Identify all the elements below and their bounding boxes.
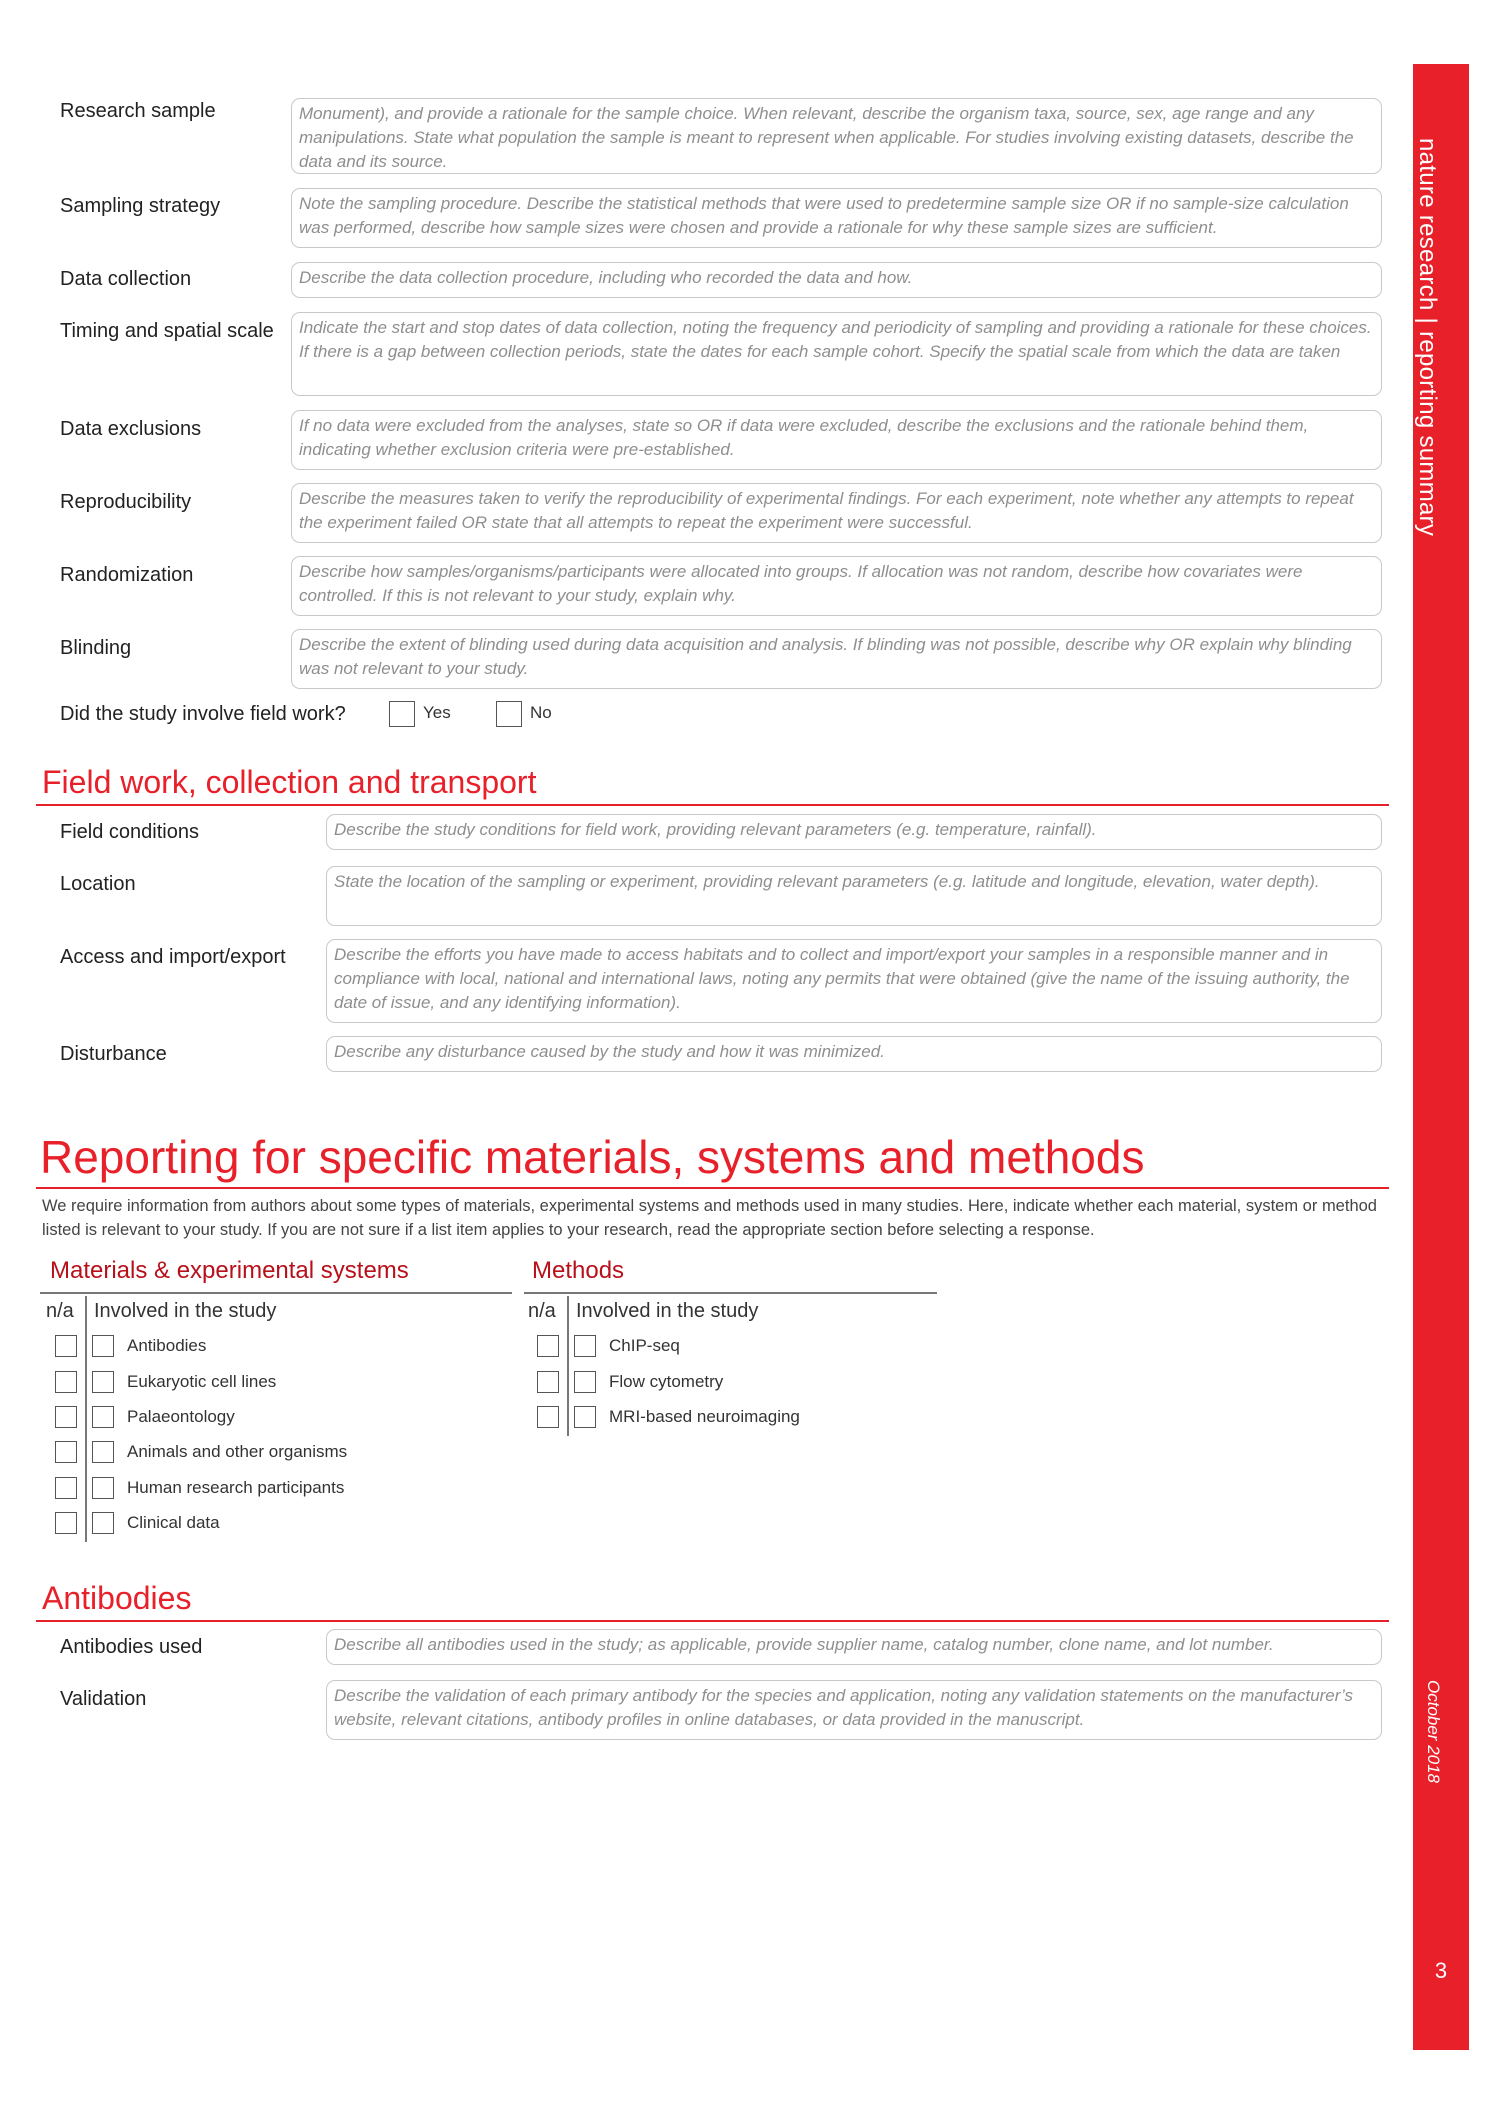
label-disturbance: Disturbance [60,1043,167,1065]
reporting-heading: Reporting for specific materials, systems and methods [40,1131,1145,1183]
label-data-exclusions: Data exclusions [60,418,202,440]
page-number: 3 [1434,1958,1448,1983]
field-work-no-label: No [530,703,552,722]
field-work-yes-label: Yes [423,703,451,722]
label-antibodies-used: Antibodies used [60,1636,203,1658]
materials-involved-checkbox[interactable] [92,1441,114,1463]
methods-item-mri-neuroimaging: MRI-based neuroimaging [609,1407,800,1426]
methods-involved-checkbox[interactable] [574,1371,596,1393]
methods-involved-header: Involved in the study [576,1300,759,1322]
materials-item-clinical-data: Clinical data [127,1513,220,1532]
field-timing-spatial-scale[interactable]: Indicate the start and stop dates of data collection, noting the frequency and periodicity of sampling and providing a rationale for these choices. If there is a gap between collection periods, state the dates for each sample cohort. Specify the spatial scale from which the data are taken [291,312,1382,396]
reporting-intro: We require information from authors about some types of materials, experimental systems and methods used in many studies. Here, indicate whether each material, system or method listed is relevant to your study. If you are not sure if a list item applies to your research, read the appropriate section before selecting a response. [42,1197,1377,1239]
materials-involved-checkbox[interactable] [92,1477,114,1499]
materials-involved-checkbox[interactable] [92,1512,114,1534]
label-field-conditions: Field conditions [60,821,199,843]
materials-rule [40,1292,512,1294]
materials-item-animals: Animals and other organisms [127,1442,348,1461]
reporting-rule [36,1187,1389,1189]
methods-involved-checkbox[interactable] [574,1335,596,1357]
materials-involved-header: Involved in the study [94,1300,277,1322]
materials-na-header: n/a [46,1300,74,1322]
sidebar-date: October 2018 [1424,1680,1443,1784]
methods-na-checkbox[interactable] [537,1406,559,1428]
materials-involved-checkbox[interactable] [92,1371,114,1393]
field-blinding[interactable]: Describe the extent of blinding used during data acquisition and analysis. If blinding was not possible, describe why OR explain why blinding was not relevant to your study. [291,629,1382,689]
methods-na-checkbox[interactable] [537,1371,559,1393]
field-antibodies-used[interactable]: Describe all antibodies used in the study; as applicable, provide supplier name, catalog number, clone name, and lot number. [326,1629,1382,1665]
materials-involved-checkbox[interactable] [92,1406,114,1428]
materials-na-checkbox[interactable] [55,1512,77,1534]
materials-separator [85,1296,87,1542]
label-timing-spatial-scale: Timing and spatial scale [60,320,274,342]
label-data-collection: Data collection [60,268,192,290]
materials-item-antibodies: Antibodies [127,1336,207,1355]
methods-item-flow-cytometry: Flow cytometry [609,1372,724,1391]
methods-involved-checkbox[interactable] [574,1406,596,1428]
materials-item-human-participants: Human research participants [127,1478,345,1497]
field-randomization[interactable]: Describe how samples/organisms/participants were allocated into groups. If allocation was not random, describe how covariates were controlled. If this is not relevant to your study, explain why. [291,556,1382,616]
methods-heading: Methods [532,1257,625,1284]
field-validation[interactable]: Describe the validation of each primary antibody for the species and application, noting any validation statements on the manufacturer’s website, relevant citations, antibody profiles in online databases, or data provided in the manuscript. [326,1680,1382,1740]
field-data-exclusions[interactable]: If no data were excluded from the analyses, state so OR if data were excluded, describe the exclusions and the rationale behind them, indicating whether exclusion criteria were pre-established. [291,410,1382,470]
field-work-question: Did the study involve field work? [60,703,346,725]
label-sampling-strategy: Sampling strategy [60,195,221,217]
field-field-conditions[interactable]: Describe the study conditions for field work, providing relevant parameters (e.g. temperature, rainfall). [326,814,1382,850]
materials-na-checkbox[interactable] [55,1477,77,1499]
antibodies-rule [36,1620,1389,1622]
field-work-rule [36,804,1389,806]
field-work-heading: Field work, collection and transport [42,764,537,800]
label-validation: Validation [60,1688,147,1710]
field-access-import-export[interactable]: Describe the efforts you have made to access habitats and to collect and import/export your samples in a responsible manner and in compliance with local, national and international laws, noting any permits that were obtained (give the name of the issuing authority, the date of issue, and any identifying information). [326,939,1382,1023]
materials-na-checkbox[interactable] [55,1441,77,1463]
field-location[interactable]: State the location of the sampling or experiment, providing relevant parameters (e.g. latitude and longitude, elevation, water depth). [326,866,1382,926]
field-data-collection[interactable]: Describe the data collection procedure, including who recorded the data and how. [291,262,1382,298]
methods-rule [524,1292,937,1294]
materials-item-palaeontology: Palaeontology [127,1407,235,1426]
methods-separator [567,1296,569,1436]
methods-na-header: n/a [528,1300,556,1322]
field-research-sample[interactable]: Monument), and provide a rationale for the sample choice. When relevant, describe the organism taxa, source, sex, age range and any manipulations. State what population the sample is meant to represent when applicable. For studies involving existing datasets, describe the data and its source. [291,98,1382,174]
materials-item-eukaryotic-cell-lines: Eukaryotic cell lines [127,1372,277,1391]
field-disturbance[interactable]: Describe any disturbance caused by the study and how it was minimized. [326,1036,1382,1072]
label-location: Location [60,873,136,895]
label-reproducibility: Reproducibility [60,491,192,513]
methods-item-chip-seq: ChIP-seq [609,1336,680,1355]
field-work-no-checkbox[interactable] [496,701,522,727]
field-reproducibility[interactable]: Describe the measures taken to verify the reproducibility of experimental findings. For each experiment, note whether any attempts to repeat the experiment failed OR state that all attempts to repeat the experiment were successful. [291,483,1382,543]
label-research-sample: Research sample [60,100,216,122]
materials-na-checkbox[interactable] [55,1406,77,1428]
field-work-yes-checkbox[interactable] [389,701,415,727]
sidebar-title: nature research | reporting summary [1414,138,1441,537]
materials-involved-checkbox[interactable] [92,1335,114,1357]
antibodies-heading: Antibodies [42,1580,192,1616]
label-randomization: Randomization [60,564,194,586]
label-access-import-export: Access and import/export [60,946,286,968]
label-blinding: Blinding [60,637,132,659]
materials-na-checkbox[interactable] [55,1371,77,1393]
materials-na-checkbox[interactable] [55,1335,77,1357]
field-sampling-strategy[interactable]: Note the sampling procedure. Describe the statistical methods that were used to predetermine sample size OR if no sample-size calculation was performed, describe how sample sizes were chosen and provide a rationale for why these sample sizes are sufficient. [291,188,1382,248]
materials-heading: Materials & experimental systems [50,1257,409,1284]
methods-na-checkbox[interactable] [537,1335,559,1357]
